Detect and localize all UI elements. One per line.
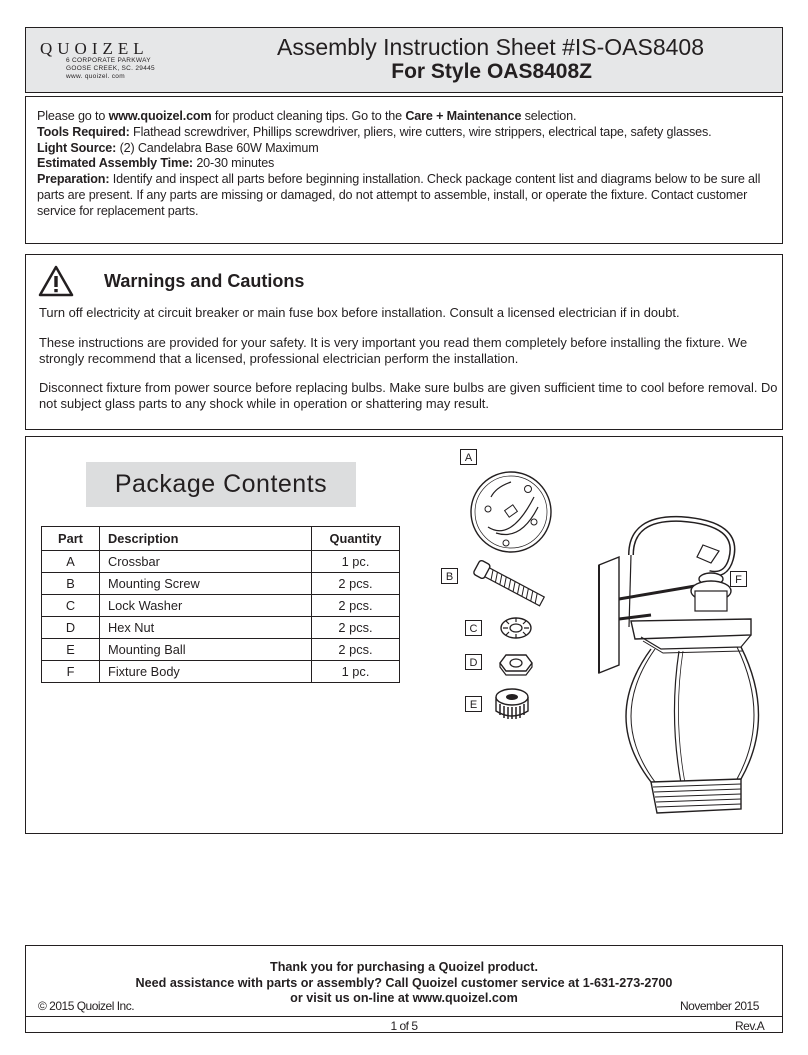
address-line-1: 6 CORPORATE PARKWAY bbox=[66, 57, 151, 64]
header-banner bbox=[25, 27, 783, 93]
package-contents-section bbox=[25, 436, 783, 834]
copyright: © 2015 Quoizel Inc. bbox=[38, 999, 135, 1013]
warning-triangle-icon bbox=[38, 265, 74, 297]
table-row bbox=[42, 661, 400, 683]
label-d: D bbox=[465, 654, 482, 670]
brand-logo: QUOIZEL bbox=[40, 39, 149, 58]
part-letter: E bbox=[42, 639, 100, 661]
table-row bbox=[42, 639, 400, 661]
part-letter: B bbox=[42, 573, 100, 595]
header-quantity: Quantity bbox=[312, 527, 400, 551]
warnings-section bbox=[25, 254, 783, 430]
intro-section bbox=[25, 96, 783, 244]
part-quantity: 1 pc. bbox=[312, 551, 400, 573]
site-link[interactable]: www.quoizel.com bbox=[108, 109, 212, 123]
part-quantity: 1 pc. bbox=[312, 661, 400, 683]
page-number: 1 of 5 bbox=[390, 1019, 418, 1033]
tools-required: Tools Required: Flathead screwdriver, Phillips screwdriver, pliers, wire cutters, wire strippers, electrical tape, safety glasses. bbox=[37, 124, 712, 139]
assembly-time: Estimated Assembly Time: 20-30 minutes bbox=[37, 156, 275, 171]
part-description: Fixture Body bbox=[100, 661, 312, 683]
footer-divider bbox=[25, 1016, 783, 1017]
part-letter: F bbox=[42, 661, 100, 683]
part-description: Mounting Screw bbox=[100, 573, 312, 595]
part-letter: A bbox=[42, 551, 100, 573]
thank-you-text: Thank you for purchasing a Quoizel product. bbox=[270, 960, 538, 974]
package-title: Package Contents bbox=[114, 470, 328, 498]
part-description: Mounting Ball bbox=[100, 639, 312, 661]
label-e: E bbox=[465, 696, 482, 712]
warning-paragraph-3: Disconnect fixture from power source before replacing bulbs. Make sure bulbs are given sufficient time to cool before removal. Do not subject glass parts to any shock while in operation or shattering may result. bbox=[39, 380, 778, 411]
label-b: B bbox=[441, 568, 458, 584]
parts-table bbox=[41, 526, 400, 683]
fixture-body-illustration bbox=[591, 507, 761, 827]
publish-date: November 2015 bbox=[680, 999, 759, 1013]
revision: Rev.A bbox=[735, 1019, 765, 1033]
table-row bbox=[42, 617, 400, 639]
document-title: Assembly Instruction Sheet #IS-OAS8408 bbox=[277, 34, 704, 60]
part-quantity: 2 pcs. bbox=[312, 595, 400, 617]
label-f: F bbox=[730, 571, 747, 587]
online-text: or visit us on-line at www.quoizel.com bbox=[290, 991, 518, 1005]
part-letter: D bbox=[42, 617, 100, 639]
part-letter: C bbox=[42, 595, 100, 617]
light-source: Light Source: (2) Candelabra Base 60W Maximum bbox=[37, 140, 319, 155]
mounting-screw-illustration bbox=[466, 555, 556, 615]
table-row bbox=[42, 551, 400, 573]
part-quantity: 2 pcs. bbox=[312, 639, 400, 661]
header-description: Description bbox=[100, 527, 312, 551]
table-row bbox=[42, 595, 400, 617]
part-description: Crossbar bbox=[100, 551, 312, 573]
preparation: Preparation: Identify and inspect all parts before beginning installation. Check package content list and diagrams below to be sure all parts are present. If any parts are missing or damaged, do not attempt to assemble, install, or operate the fixture. Contact customer service for replacement parts. bbox=[37, 172, 761, 218]
package-title-box bbox=[86, 462, 356, 507]
table-row bbox=[42, 573, 400, 595]
hex-nut-illustration bbox=[498, 649, 534, 677]
part-description: Hex Nut bbox=[100, 617, 312, 639]
label-c: C bbox=[465, 620, 482, 636]
warning-paragraph-2: These instructions are provided for your safety. It is very important you read them completely before installing the fixture. We strongly recommend that a licensed, professional electrician perform the installation. bbox=[39, 335, 748, 366]
style-number: For Style OAS8408Z bbox=[391, 60, 592, 83]
address-line-2: GOOSE CREEK, SC. 29445 bbox=[66, 65, 155, 72]
assistance-text: Need assistance with parts or assembly? Call Quoizel customer service at 1-631-273-2700 bbox=[135, 975, 673, 990]
mounting-ball-illustration bbox=[492, 685, 532, 723]
crossbar-illustration bbox=[466, 467, 556, 557]
part-description: Lock Washer bbox=[100, 595, 312, 617]
label-a: A bbox=[460, 449, 477, 465]
brand-website: www. quoizel. com bbox=[66, 73, 125, 80]
part-quantity: 2 pcs. bbox=[312, 617, 400, 639]
part-quantity: 2 pcs. bbox=[312, 573, 400, 595]
warnings-title: Warnings and Cautions bbox=[104, 271, 305, 291]
table-header-row bbox=[42, 527, 400, 551]
lock-washer-illustration bbox=[496, 615, 536, 641]
header-part: Part bbox=[42, 527, 100, 551]
warning-paragraph-1: Turn off electricity at circuit breaker or main fuse box before installation. Consult a licensed electrician if in doubt. bbox=[39, 305, 680, 320]
care-line: Please go to www.quoizel.com for product cleaning tips. Go to the Care + Maintenance selection. bbox=[37, 109, 577, 123]
